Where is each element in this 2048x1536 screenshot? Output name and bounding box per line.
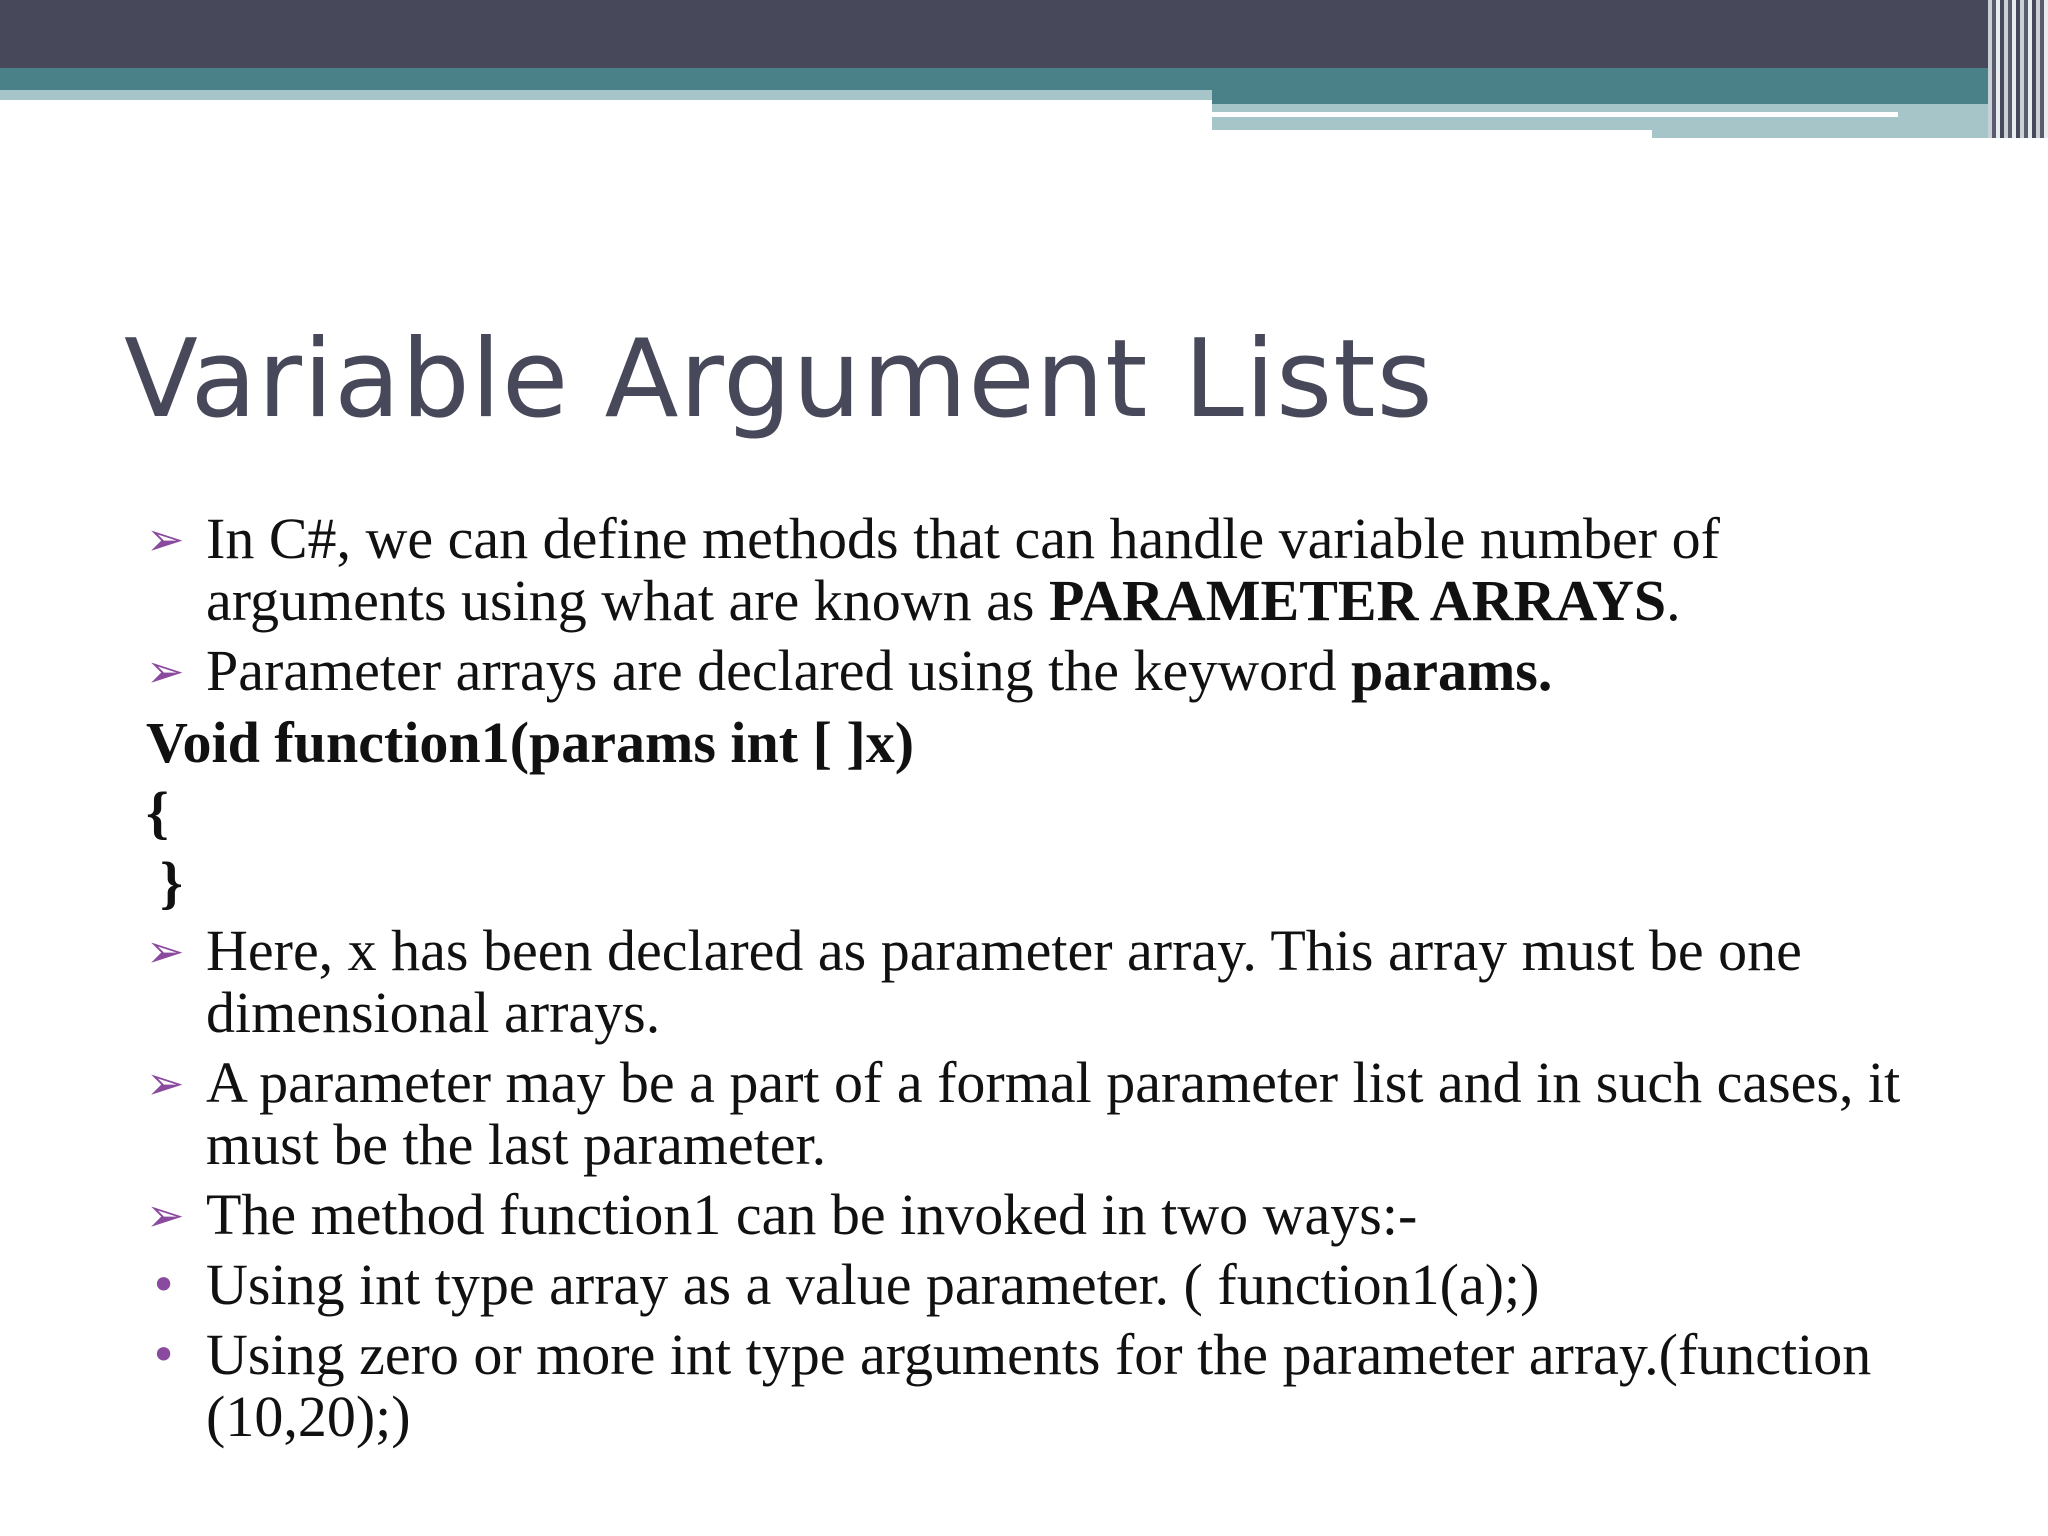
bullet-bold-text: params. [1350,638,1553,703]
code-signature: Void function1(params int [ ]x) [146,710,915,775]
bullet-point [146,640,1926,702]
header-band-dark [0,0,2048,68]
code-brace-open: { [146,780,169,845]
slide-content [146,508,1926,1456]
dot-bullet-icon: • [150,1258,178,1312]
header-band-teal [0,68,2048,90]
bullet-text: In C#, we can define methods that can handle variable number of arguments using what are known as [206,506,1720,633]
header-band-teal-right [1212,90,2048,104]
bullet-text: Here, x has been declared as parameter array. This array must be one dimensional arrays. [206,918,1802,1045]
header-band-line-2 [1212,130,1652,138]
bullet-text: Using int type array as a value parameter. ( function1(a);) [206,1252,1540,1317]
header-band-stripes [1988,0,2048,138]
arrow-bullet-icon: ➢ [146,1188,185,1242]
bullet-text: A parameter may be a part of a formal parameter list and in such cases, it must be the last parameter. [206,1050,1901,1177]
sub-bullet-point [146,1254,1926,1316]
arrow-bullet-icon: ➢ [146,644,185,698]
bullet-text: Using zero or more int type arguments for the parameter array.(function (10,20);) [206,1322,1872,1449]
code-brace-close: } [160,850,183,915]
dot-bullet-icon: • [150,1328,178,1382]
bullet-tail: . [1666,568,1681,633]
arrow-bullet-icon: ➢ [146,1056,185,1110]
bullet-text: The method function1 can be invoked in two ways:- [206,1182,1418,1247]
bullet-text: Parameter arrays are declared using the keyword [206,638,1351,703]
sub-bullet-point [146,1324,1926,1448]
slide-title: Variable Argument Lists [124,317,1434,442]
bullet-point [146,920,1926,1044]
bullet-bold-text: PARAMETER ARRAYS [1048,568,1667,633]
bullet-point [146,508,1926,632]
bullet-point [146,1052,1926,1176]
bullet-point [146,1184,1926,1246]
header-band-line [1212,112,1898,117]
header-band-light [0,90,1212,100]
arrow-bullet-icon: ➢ [146,512,185,566]
arrow-bullet-icon: ➢ [146,924,185,978]
